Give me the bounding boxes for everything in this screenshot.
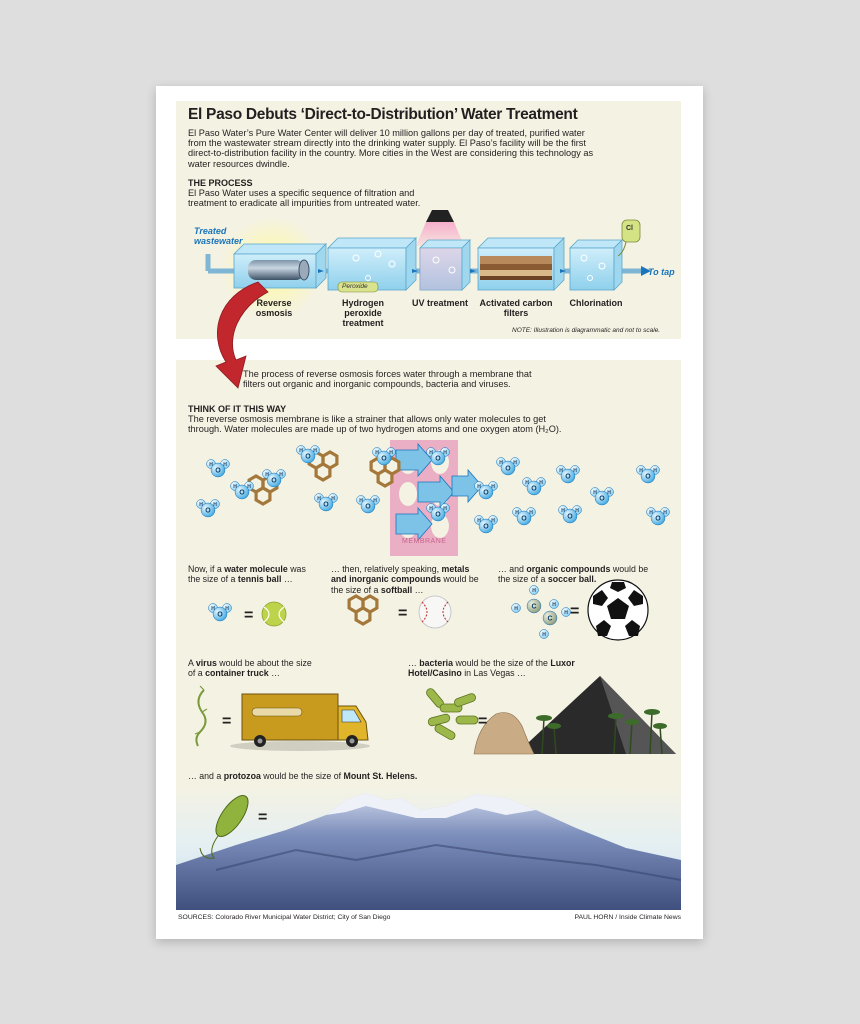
virus-caption: A virus would be about the size of a container truck … [188,658,312,679]
svg-text:H: H [542,631,546,638]
input-label: Treated wastewater [194,226,243,246]
step-reverse-osmosis: Reverse osmosis [255,298,293,318]
svg-text:O: O [239,489,245,497]
page-title: El Paso Debuts ‘Direct-to-Distribution’ Water Treatment [188,106,578,123]
svg-text:O: O [521,515,527,523]
svg-text:C: C [547,615,553,623]
uv-lamp-icon [426,210,454,222]
svg-text:H: H [443,449,447,456]
svg-text:H: H [209,461,213,468]
equals-sign: = [258,809,268,826]
svg-text:O: O [215,467,221,475]
water-molecule [647,508,670,526]
bacteria-icon [425,687,478,741]
output-label: To tap [648,267,675,277]
bacteria-caption: … bacteria would be the size of the Luxor Hotel/Casino in Las Vegas … [408,658,575,679]
equals-sign: = [398,605,408,622]
svg-text:H: H [539,479,543,486]
peroxide-tag: Peroxide [342,283,368,290]
svg-text:H: H [279,471,283,478]
inorganic-compound [349,596,377,624]
process-heading: THE PROCESS [188,178,253,188]
svg-text:H: H [233,483,237,490]
water-molecule [591,488,614,506]
svg-text:O: O [655,515,661,523]
svg-text:H: H [491,483,495,490]
svg-text:O: O [323,501,329,509]
svg-text:H: H [525,479,529,486]
water-molecule [207,460,230,478]
organic-caption: … and organic compounds would be the size of a soccer ball. [498,564,649,585]
equals-sign: = [478,713,488,730]
svg-text:H: H [575,507,579,514]
step-chlorination: Chlorination [569,298,623,308]
svg-text:H: H [515,509,519,516]
water-molecule [637,466,660,484]
svg-text:O: O [305,453,311,461]
water-molecule [231,482,254,500]
svg-text:C: C [531,603,537,611]
svg-text:H: H [225,605,229,612]
tennis-ball-icon [262,602,286,626]
think-heading: THINK OF IT THIS WAY [188,404,287,414]
svg-text:O: O [599,495,605,503]
svg-text:O: O [435,511,441,519]
water-molecule [497,458,520,476]
svg-text:H: H [211,605,215,612]
svg-text:H: H [593,489,597,496]
svg-text:H: H [375,449,379,456]
equals-sign: = [222,713,232,730]
container-truck-icon [230,694,370,751]
svg-text:H: H [317,495,321,502]
organic-molecule [512,586,571,639]
water-molecule [523,478,546,496]
chlorine-tag: Cl [626,225,633,232]
membrane-illustration [156,436,703,576]
water-molecule [357,496,380,514]
equals-sign: = [570,603,580,620]
luxor-pyramid-icon [474,676,676,754]
water-molecule [557,466,580,484]
svg-text:H: H [331,495,335,502]
svg-text:O: O [205,507,211,515]
svg-text:H: H [552,601,556,608]
svg-text:H: H [513,459,517,466]
svg-text:H: H [359,497,363,504]
svg-text:O: O [271,477,277,485]
svg-text:H: H [389,449,393,456]
water-molecule [475,516,498,534]
svg-text:H: H [649,509,653,516]
svg-text:O: O [435,455,441,463]
svg-text:H: H [477,517,481,524]
softball-icon [419,596,451,628]
carbon-filter-tank [478,238,564,290]
svg-text:O: O [483,523,489,531]
metals-caption: … then, relatively speaking, metals and inorganic compounds would be the size of a softball … [331,564,479,595]
svg-text:H: H [223,461,227,468]
water-molecule [513,508,536,526]
membrane-label: MEMBRANE [402,538,447,545]
svg-text:H: H [663,509,667,516]
soccer-ball-icon [588,580,648,640]
svg-text:H: H [429,449,433,456]
svg-text:O: O [217,611,223,619]
svg-text:O: O [365,503,371,511]
svg-text:H: H [265,471,269,478]
protozoa-caption: … and a protozoa would be the size of Mount St. Helens. [188,771,418,781]
reverse-osmosis-tank [234,244,326,288]
uv-tank [416,210,470,290]
intro-text: El Paso Water’s Pure Water Center will deliver 10 million gallons per day of treated, purified water from the wastewater stream directly into the drinking water supply. El Paso’s facility will be the first direct-to-distribution facility in the country. More cities in the West are considering this technology as water resources dwindle. [188,128,594,169]
water-molecule [197,500,220,518]
protozoa-icon [200,791,254,859]
svg-text:H: H [639,467,643,474]
svg-text:H: H [313,447,317,454]
think-text: The reverse osmosis membrane is like a strainer that allows only water molecules to get through. Water molecules are made up of two hydrogen atoms and one oxygen atom (H₂O). [188,414,562,435]
step-hydrogen-peroxide: Hydrogen peroxide treatment [341,298,384,328]
equals-sign: = [244,607,254,624]
virus-icon [196,690,205,746]
svg-text:H: H [429,505,433,512]
svg-text:H: H [247,483,251,490]
svg-text:H: H [653,467,657,474]
svg-text:H: H [499,459,503,466]
svg-text:H: H [477,483,481,490]
svg-text:H: H [561,507,565,514]
svg-text:H: H [559,467,563,474]
svg-text:H: H [373,497,377,504]
step-carbon-filters: Activated carbon filters [479,298,553,318]
svg-text:H: H [443,505,447,512]
svg-text:H: H [532,587,536,594]
diagram-note: NOTE: Illustration is diagrammatic and not to scale. [512,327,661,334]
water-molecule [315,494,338,512]
water-molecule [209,604,232,622]
svg-text:O: O [381,455,387,463]
svg-text:H: H [573,467,577,474]
comparison-illustrations [156,576,703,956]
svg-text:H: H [213,501,217,508]
water-caption: Now, if a water molecule was the size of a tennis ball … [188,564,306,585]
svg-text:O: O [531,485,537,493]
water-molecule [475,482,498,500]
svg-text:O: O [505,465,511,473]
svg-text:H: H [514,605,518,612]
svg-text:O: O [483,489,489,497]
svg-text:H: H [607,489,611,496]
svg-text:H: H [199,501,203,508]
step-uv: UV treatment [411,298,468,308]
infographic-card [156,86,703,939]
svg-text:O: O [567,513,573,521]
water-molecule [559,506,582,524]
svg-text:O: O [645,473,651,481]
svg-text:H: H [491,517,495,524]
reverse-osmosis-explanation: The process of reverse osmosis forces water through a membrane that filters out organic and inorganic compounds, bacteria and viruses. [243,369,532,390]
svg-text:H: H [299,447,303,454]
svg-text:O: O [565,473,571,481]
credit: PAUL HORN / Inside Climate News [574,914,681,921]
sources: SOURCES: Colorado River Municipal Water District; City of San Diego [178,914,391,921]
svg-text:H: H [564,609,568,616]
svg-text:H: H [529,509,533,516]
process-description: El Paso Water uses a specific sequence of filtration and treatment to eradicate all impurities from untreated water. [188,188,421,209]
